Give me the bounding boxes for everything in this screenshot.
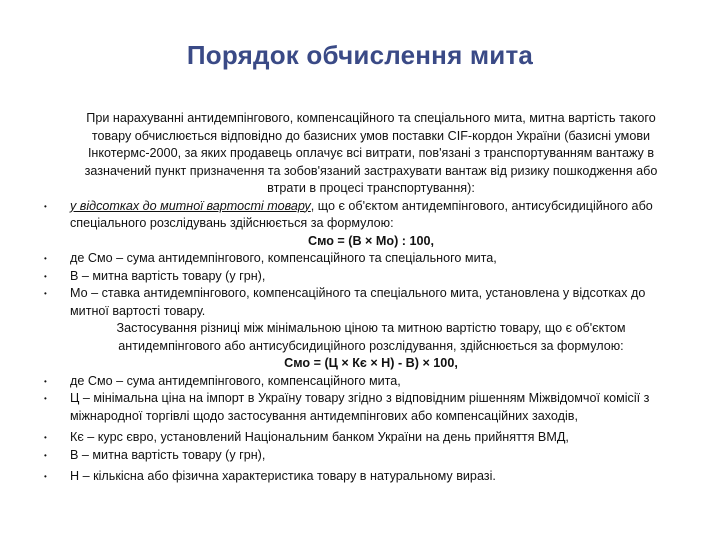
list-item-smo-definition-2 xyxy=(40,373,672,391)
bullet-icon: • xyxy=(44,201,47,211)
bullet-icon: • xyxy=(44,472,47,481)
bullet-icon: • xyxy=(44,450,47,460)
bullet-icon: • xyxy=(44,289,47,298)
list-item-text: В – митна вартість товару (у грн), xyxy=(70,447,266,462)
list-item-percent-basis xyxy=(40,198,672,233)
slide-title: Порядок обчислення мита xyxy=(186,40,534,70)
bullet-icon: • xyxy=(44,254,47,263)
list-item-text: Ц – мінімальна ціна на імпорт в Україну товару згідно з відповідним рішенням Міжвідомчої комісії з міжнародної торгівлі щодо застосування антидемпінгових або компенсаційних заходів, xyxy=(70,391,650,423)
list-item-smo-definition xyxy=(40,250,672,268)
bullet-icon: • xyxy=(44,394,47,403)
bullet-icon: • xyxy=(44,271,47,281)
list-item-text: Н – кількісна або фізична характеристика товару в натуральному виразі. xyxy=(70,469,496,483)
bullet-icon: • xyxy=(44,376,47,386)
paragraph-2 xyxy=(40,320,672,355)
bullet-icon: • xyxy=(44,433,47,442)
list-item-text: де Смо – сума антидемпінгового, компенсаційного мита, xyxy=(70,373,401,388)
formula-2 xyxy=(40,355,672,373)
list-item-text: Мо – ставка антидемпінгового, компенсаційного та спеціального мита, установлена у відсотках до митної вартості товару. xyxy=(70,286,646,318)
list-item-n-definition xyxy=(40,468,672,486)
formula-2-text: Смо = (Ц × Кє × Н) - В) × 100, xyxy=(284,356,458,370)
list-item-v-definition xyxy=(40,268,672,286)
list-item-ke-definition xyxy=(40,429,672,447)
intro-text: При нарахуванні антидемпінгового, компенсаційного та спеціального мита, митна вартість такого товару обчислюється відповідно до базисних умов поставки CIF-кордон України (базисні умови Інкотермс-2000, за яких продавець оплачує всі витрати, пов'язані з транспортуванням вантажу в зазначений пункт призначення та зобов'язаний застрахувати вантаж від ризику пошкодження або втрати в процесі транспортування): xyxy=(84,111,658,195)
paragraph-2-text: Застосування різниці між мінімальною ціною та митною вартістю товару, що є об'єктом антидемпінгового або антисубсидиційного розслідування, здійснюється за формулою: xyxy=(116,321,626,353)
list-item-text: Кє – курс євро, установлений Національним банком України на день прийняття ВМД, xyxy=(70,430,569,444)
list-item-text: В – митна вартість товару (у грн), xyxy=(70,268,266,283)
underlined-phrase: у відсотках до митної вартості товару xyxy=(70,198,311,213)
list-item-ts-definition xyxy=(40,390,672,425)
list-item-text: де Смо – сума антидемпінгового, компенсаційного та спеціального мита, xyxy=(70,251,497,265)
slide-content xyxy=(40,110,672,486)
list-item-mo-definition xyxy=(40,285,672,320)
intro-paragraph xyxy=(40,110,672,198)
formula-1-text: Смо = (В × Мо) : 100, xyxy=(307,233,434,248)
list-item-v-definition-2 xyxy=(40,447,672,465)
formula-1 xyxy=(40,233,672,251)
list-item-text: , що є об'єктом антидемпінгового, антисубсидиційного або спеціального розслідувань здійснюється за формулою: xyxy=(70,198,653,230)
